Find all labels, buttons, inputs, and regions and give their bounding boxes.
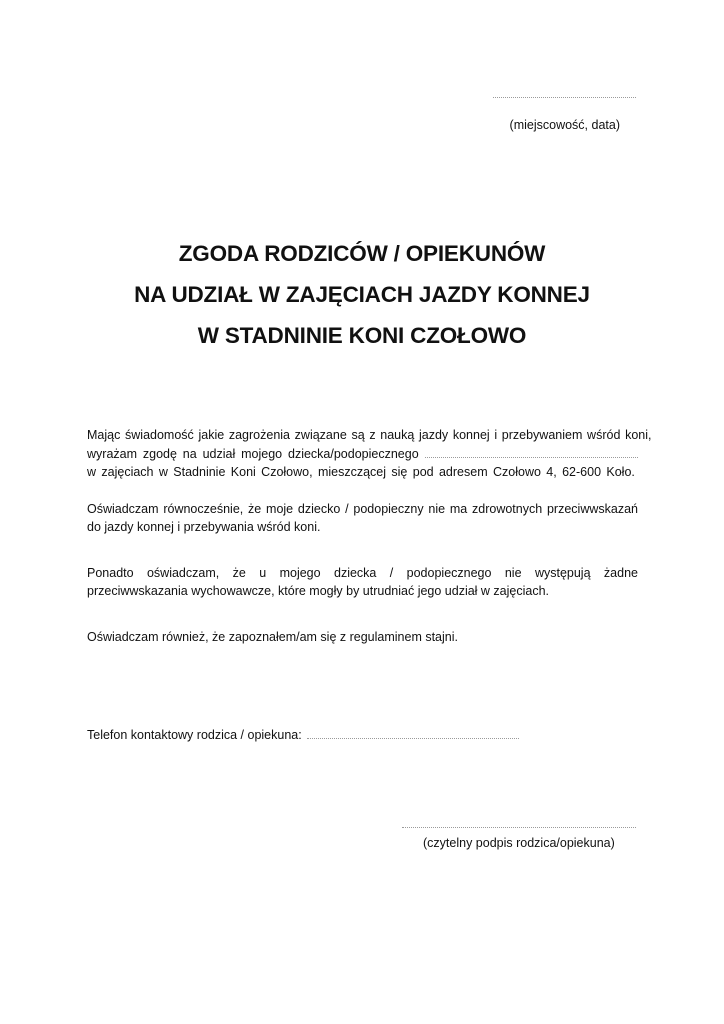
document-title <box>0 233 724 356</box>
place-date-label: (miejscowość, data) <box>509 118 620 132</box>
title-line-2: NA UDZIAŁ W ZAJĘCIACH JAZDY KONNEJ <box>134 282 590 307</box>
document-body <box>87 426 652 745</box>
paragraph-behavior: Ponadto oświadczam, że u mojego dziecka / podopiecznego nie występują żadne przeciwwskazania wychowawcze, które mogły by utrudniać jego udział w zajęciach. <box>87 565 638 598</box>
consent-line-1: Mając świadomość jakie zagrożenia związane są z nauką jazdy konnej i przebywaniem wśród koni, <box>87 428 652 442</box>
consent-line-3: w zajęciach w Stadninie Koni Czołowo, mieszczącej się pod adresem Czołowo 4, 62-600 Koło. <box>87 465 635 479</box>
consent-line-2 <box>87 445 638 464</box>
paragraph-health: Oświadczam równocześnie, że moje dziecko / podopieczny nie ma zdrowotnych przeciwwskazań do jazdy konnej i przebywania wśród koni. <box>87 501 638 534</box>
paragraph-regulations: Oświadczam również, że zapoznałem/am się z regulaminem stajni. <box>87 629 458 644</box>
consent-line-2-text: wyrażam zgodę na udział mojego dziecka/podopiecznego <box>87 446 419 461</box>
paragraph-consent <box>87 426 652 482</box>
phone-label: Telefon kontaktowy rodzica / opiekuna: <box>87 728 302 742</box>
phone-field[interactable] <box>307 738 519 739</box>
place-date-field[interactable] <box>493 97 636 98</box>
signature-label: (czytelny podpis rodzica/opiekuna) <box>423 836 615 850</box>
phone-row <box>87 726 638 745</box>
title-line-1: ZGODA RODZICÓW / OPIEKUNÓW <box>178 241 546 266</box>
title-line-3: W STADNINIE KONI CZOŁOWO <box>197 323 527 348</box>
child-name-field[interactable] <box>425 457 638 458</box>
signature-field[interactable] <box>402 827 636 828</box>
